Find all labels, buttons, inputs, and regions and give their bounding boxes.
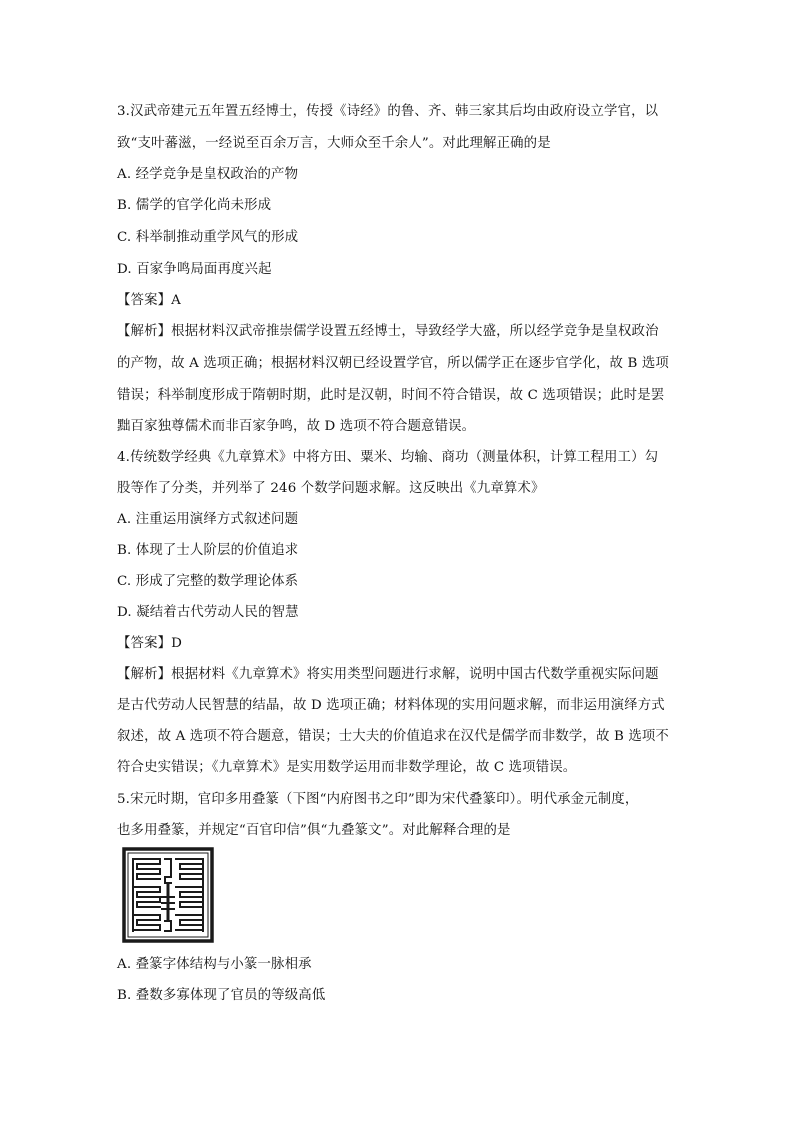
question-4-stem-line-2: 股等作了分类，并列举了 246 个数学问题求解。这反映出《九章算术》 bbox=[117, 481, 545, 496]
question-3-answer: 【答案】A bbox=[117, 293, 181, 308]
question-3-option-b: B. 儒学的官学化尚未形成 bbox=[117, 198, 272, 213]
question-5-option-b: B. 叠数多寡体现了官员的等级高低 bbox=[117, 988, 326, 1003]
question-3-option-c: C. 科举制推动重学风气的形成 bbox=[117, 230, 299, 245]
question-4-analysis-line-3: 叙述，故 A 选项不符合题意，错误；士大夫的价值追求在汉代是儒学而非数学，故 B 选项不 bbox=[117, 729, 669, 744]
question-3-analysis-line-2: 的产物，故 A 选项正确；根据材料汉朝已经设置学官，所以儒学正在逐步官学化，故 B 选项 bbox=[117, 356, 669, 371]
question-4-option-a: A. 注重运用演绎方式叙述问题 bbox=[117, 512, 299, 527]
question-3-stem-line-2: 致“支叶蕃滋，一经说至百余万言，大师众至千余人”。对此理解正确的是 bbox=[117, 136, 551, 151]
question-3-analysis-line-1: 【解析】根据材料汉武帝推崇儒学设置五经博士，导致经学大盛，所以经学竞争是皇权政治 bbox=[117, 324, 659, 339]
question-4-analysis-line-1: 【解析】根据材料《九章算术》将实用类型问题进行求解，说明中国古代数学重视实际问题 bbox=[117, 667, 659, 682]
question-3-analysis-line-4: 黜百家独尊儒术而非百家争鸣，故 D 选项不符合题意错误。 bbox=[117, 419, 476, 434]
question-3-option-a: A. 经学竞争是皇权政治的产物 bbox=[117, 167, 299, 182]
question-4-option-c: C. 形成了完整的数学理论体系 bbox=[117, 574, 299, 589]
question-3-analysis-line-3: 错误；科举制度形成于隋朝时期，此时是汉朝，时间不符合错误，故 C 选项错误；此时是罢 bbox=[117, 388, 665, 403]
question-3-stem-line-1: 3.汉武帝建元五年置五经博士，传授《诗经》的鲁、齐、韩三家其后均由政府设立学官，以 bbox=[117, 104, 659, 119]
question-5-stem-line-2: 也多用叠篆，并规定“百官印信”俱“九叠篆文”。对此解释合理的是 bbox=[117, 823, 511, 838]
seal-impression-figure bbox=[122, 847, 214, 943]
question-3-option-d: D. 百家争鸣局面再度兴起 bbox=[117, 262, 272, 277]
question-4-analysis-line-4: 符合史实错误；《九章算术》是实用数学运用而非数学理论，故 C 选项错误。 bbox=[117, 760, 577, 775]
question-4-option-b: B. 体现了士人阶层的价值追求 bbox=[117, 543, 299, 558]
question-4-option-d: D. 凝结着古代劳动人民的智慧 bbox=[117, 605, 299, 620]
question-4-analysis-line-2: 是古代劳动人民智慧的结晶，故 D 选项正确；材料体现的实用问题求解，而非运用演绎方式 bbox=[117, 698, 665, 713]
question-5-stem-line-1: 5.宋元时期，官印多用叠篆（下图“内府图书之印”即为宋代叠篆印）。明代承金元制度， bbox=[117, 792, 639, 807]
question-4-stem-line-1: 4.传统数学经典《九章算术》中将方田、粟米、均输、商功（测量体积，计算工程用工）勾 bbox=[117, 450, 659, 465]
seal-impression-icon bbox=[122, 847, 214, 943]
question-4-answer: 【答案】D bbox=[117, 636, 183, 651]
question-5-option-a: A. 叠篆字体结构与小篆一脉相承 bbox=[117, 957, 312, 972]
